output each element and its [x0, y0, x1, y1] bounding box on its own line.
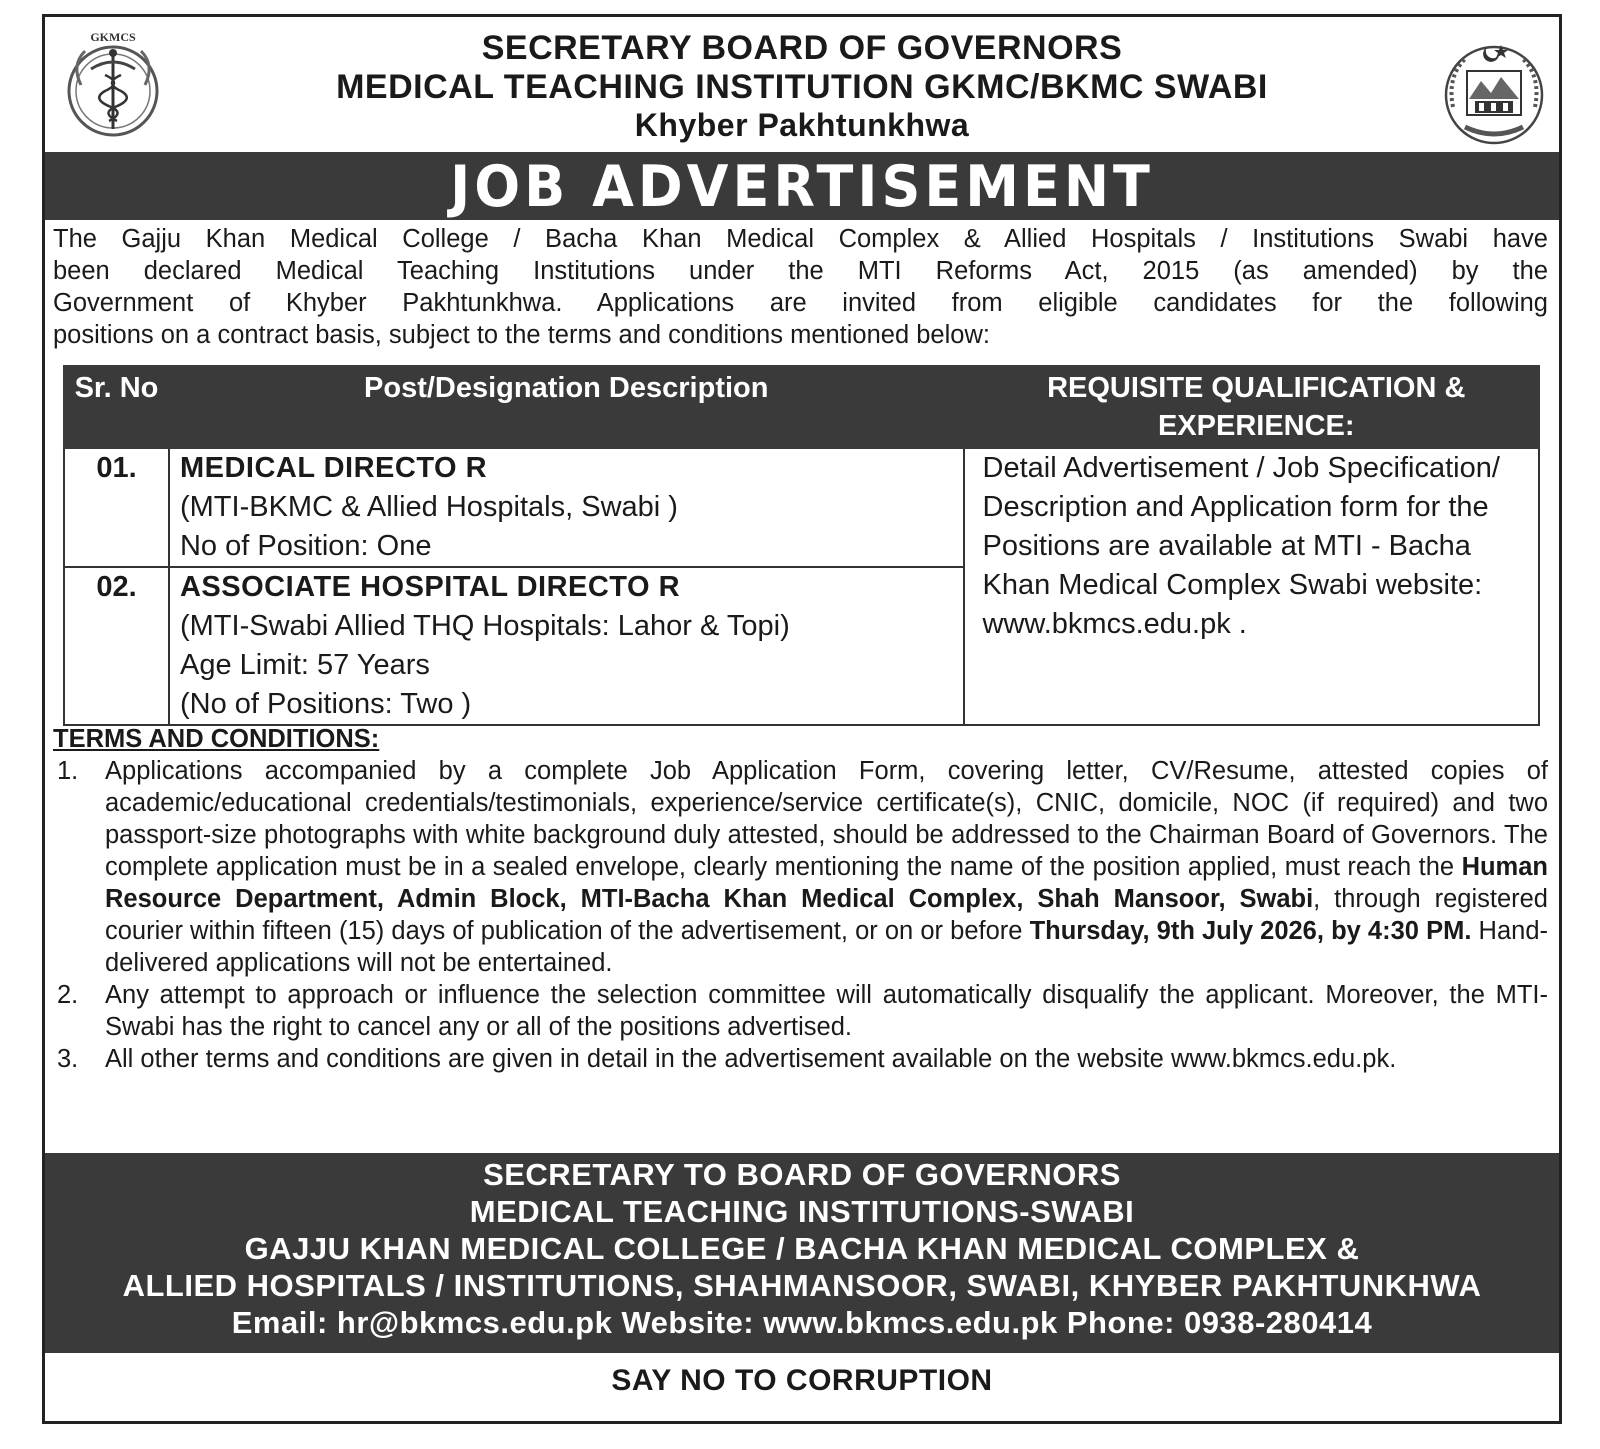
header-line-3: Khyber Pakhtunkhwa [634, 107, 970, 143]
table-header-row [64, 366, 1539, 448]
post-location: (MTI-BKMC & Allied Hospitals, Swabi ) [179, 491, 678, 523]
intro-paragraph [53, 223, 1548, 351]
svg-text:GKMCS: GKMCS [90, 30, 136, 44]
term-text: Applications accompanied by a complete Job Application Form, covering letter, CV/Resume, attested copies of academic/educational credentials/testimonials, experience/service certificate(s), CNIC, domicile, NOC (if required) and two passport-size photographs with white background duly attested, should be addressed to the Chairman Board of Governors. The complete application must be in a sealed envelope, clearly mentioning the name of the position applied, must reach the [105, 757, 1548, 881]
term-number: 2. [57, 981, 79, 1009]
post-age-limit: Age Limit: 57 Years [179, 649, 430, 681]
intro-line: Government of Khyber Pakhtunkhwa. Applications are invited from eligible candidates for the following [53, 289, 1548, 317]
post-positions: No of Position: One [179, 530, 432, 562]
footer-contact-block [45, 1153, 1559, 1353]
header-line-1: SECRETARY BOARD OF GOVERNORS [481, 29, 1123, 67]
header-post-designation: Post/Designation Description [169, 366, 964, 448]
intro-line: The Gajju Khan Medical College / Bacha Khan Medical Complex & Allied Hospitals / Institutions Swabi have [53, 225, 1548, 253]
row-sr-no: 02. [64, 567, 169, 725]
post-title: MEDICAL DIRECTO R [179, 452, 488, 484]
intro-line: been declared Medical Teaching Institutions under the MTI Reforms Act, 2015 (as amended) by the [53, 257, 1548, 285]
term-number: 3. [57, 1045, 79, 1073]
post-location: (MTI-Swabi Allied THQ Hospitals: Lahor & Topi) [179, 610, 790, 642]
term-number: 1. [57, 757, 79, 785]
row-post-cell [169, 567, 964, 725]
header-sr-no: Sr. No [64, 366, 169, 448]
terms-and-conditions [53, 723, 1548, 1075]
term-item [53, 755, 1548, 979]
term-text: All other terms and conditions are given in detail in the advertisement available on the website www.bkmcs.edu.pk. [105, 1045, 1397, 1073]
term-deadline: Thursday, 9th July 2026, by 4:30 PM. [1029, 917, 1472, 945]
row-post-cell [169, 448, 964, 567]
term-item [53, 979, 1548, 1043]
qualification-cell: Detail Advertisement / Job Specification/ Description and Application form for the Positions are available at MTI - Bacha Khan Medical Complex Swabi website: www.bkmcs.edu.pk . [964, 448, 1539, 725]
banner-title: JOB ADVERTISEMENT [450, 152, 1154, 220]
row-sr-no: 01. [64, 448, 169, 567]
post-positions: (No of Positions: Two ) [179, 688, 472, 720]
footer-line: GAJJU KHAN MEDICAL COLLEGE / BACHA KHAN MEDICAL COMPLEX & [244, 1231, 1360, 1266]
footer-line: MEDICAL TEACHING INSTITUTIONS-SWABI [469, 1194, 1135, 1229]
footer-line: SECRETARY TO BOARD OF GOVERNORS [483, 1157, 1121, 1192]
term-text: Hand-delivered applications will not be entertained. [105, 917, 1548, 977]
term-text: , through registered courier within fifteen (15) days of publication of the advertisement, or on or before [105, 885, 1548, 945]
term-text: Any attempt to approach or influence the selection committee will automatically disqualify the applicant. Moreover, the MTI-Swabi has the right to cancel any or all of the positions advertised. [105, 981, 1548, 1041]
intro-line: positions on a contract basis, subject to the terms and conditions mentioned below: [53, 321, 990, 349]
kp-government-seal-icon [1439, 37, 1549, 147]
terms-heading: TERMS AND CONDITIONS: [53, 725, 380, 753]
header-qualification: REQUISITE QUALIFICATION & EXPERIENCE: [964, 366, 1539, 448]
term-item [53, 1043, 1548, 1075]
header-line-2: MEDICAL TEACHING INSTITUTION GKMC/BKMC SWABI [336, 68, 1268, 106]
anti-corruption-slogan: SAY NO TO CORRUPTION [611, 1364, 993, 1397]
table-row [64, 448, 1539, 567]
footer-line: ALLIED HOSPITALS / INSTITUTIONS, SHAHMANSOOR, SWABI, KHYBER PAKHTUNKHWA [122, 1268, 1482, 1303]
job-advertisement-banner [45, 152, 1559, 220]
term-address: Human Resource Department, Admin Block, MTI-Bacha Khan Medical Complex, Shah Mansoor, Swabi [105, 853, 1548, 913]
positions-table [63, 365, 1540, 726]
post-title: ASSOCIATE HOSPITAL DIRECTO R [179, 571, 681, 603]
header [45, 17, 1559, 152]
footer-contact-line: Email: hr@bkmcs.edu.pk Website: www.bkmcs.edu.pk Phone: 0938-280414 [231, 1305, 1373, 1340]
advertisement-frame [42, 14, 1562, 1424]
